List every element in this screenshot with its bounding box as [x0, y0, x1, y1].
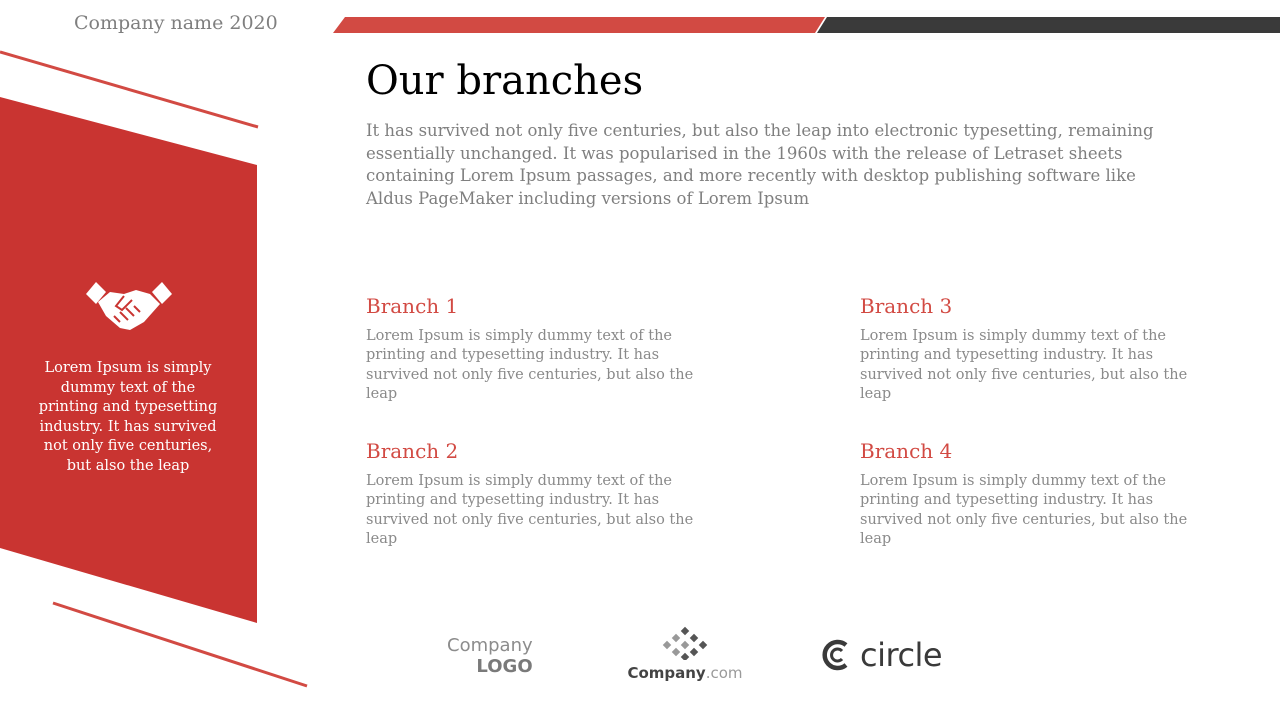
logo-line-2: LOGO	[476, 656, 533, 677]
branch-description: Lorem Ipsum is simply dummy text of the printing and typesetting industry. It has survived not only five centuries, but also the leap	[366, 328, 694, 402]
company-com-logo	[625, 626, 745, 682]
branch-title: Branch 2	[366, 439, 459, 463]
circle-logo	[822, 636, 942, 674]
circle-icon	[822, 638, 856, 672]
logo-line-1: Company	[447, 635, 533, 656]
diamond-pattern-icon	[660, 626, 710, 660]
side-panel-text: Lorem Ipsum is simply dummy text of the printing and typesetting industry. It has survived not only five centuries, but also the leap	[38, 360, 218, 474]
branch-4	[860, 439, 1220, 549]
branch-title: Branch 4	[860, 439, 953, 463]
company-name: Company name 2020	[74, 12, 278, 34]
branch-3	[860, 294, 1220, 404]
intro-paragraph: It has survived not only five centuries, but also the leap into electronic typesetting, remaining essentially unchanged. It was popularised in the 1960s with the release of Letraset sheets containing Lorem Ipsum passages, and more recently with desktop publishing software like Aldus PageMaker including versions of Lorem Ipsum	[366, 121, 1154, 208]
logo-suffix: .com	[705, 664, 743, 682]
branch-title: Branch 3	[860, 294, 953, 318]
branch-1	[366, 294, 726, 404]
page-title: Our branches	[366, 58, 644, 104]
branch-description: Lorem Ipsum is simply dummy text of the printing and typesetting industry. It has survived not only five centuries, but also the leap	[366, 473, 694, 547]
branch-2	[366, 439, 726, 549]
branch-title: Branch 1	[366, 294, 459, 318]
company-logo	[447, 635, 533, 677]
logo-word: Company	[627, 664, 706, 682]
handshake-icon	[84, 280, 174, 335]
branch-description: Lorem Ipsum is simply dummy text of the printing and typesetting industry. It has survived not only five centuries, but also the leap	[860, 473, 1188, 547]
logo-word: circle	[860, 636, 943, 674]
branch-description: Lorem Ipsum is simply dummy text of the printing and typesetting industry. It has survived not only five centuries, but also the leap	[860, 328, 1188, 402]
